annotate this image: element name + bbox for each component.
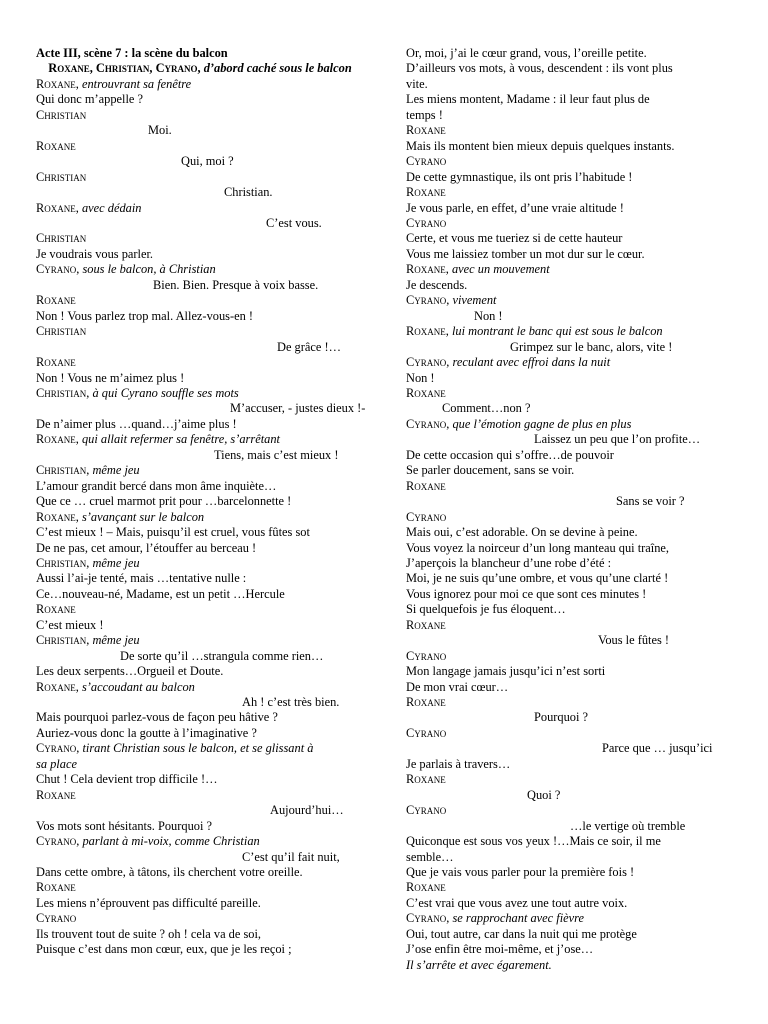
verse-line: Je descends. <box>406 277 468 292</box>
verse-line: Se parler doucement, sans se voir. <box>406 463 575 478</box>
scene-heading: Acte III, scène 7 : la scène du balcon <box>36 46 228 60</box>
speaker-line <box>406 880 736 895</box>
verse-line: Moi, je ne suis qu’une ombre, et vous qu’une clarté ! <box>406 571 669 586</box>
stage-direction: avec un mouvement <box>451 262 550 277</box>
speaker-line <box>36 139 364 154</box>
speaker-line: Cyrano, reculant avec effroi dans la nuit <box>406 355 611 370</box>
stage-direction: vivement <box>452 293 497 308</box>
speaker-name: Roxane <box>36 293 76 308</box>
verse-line: Christian. <box>224 185 273 200</box>
verse-line: Je parlais à travers… <box>406 756 511 771</box>
speaker-name: Roxane <box>406 695 446 710</box>
speaker-line: Christian, à qui Cyrano souffle ses mots <box>36 385 239 400</box>
verse-line: C’est vrai que vous avez une tout autre voix. <box>406 895 628 910</box>
speaker-name: Roxane <box>406 262 446 277</box>
speaker-line: Roxane, qui allait refermer sa fenêtre, s’arrêtant <box>36 432 280 447</box>
verse-line: Vous voyez la noirceur d’un long manteau qui traîne, <box>406 540 669 555</box>
verse-line: Que je vais vous parler pour la première fois ! <box>406 865 635 880</box>
verse-line: De ne pas, cet amour, l’étouffer au berceau ! <box>36 540 257 555</box>
verse-line: C’est mieux ! – Mais, puisqu’il est cruel, vous fûtes sot <box>36 525 310 540</box>
speaker-line <box>36 880 364 895</box>
verse-line: Non ! Vous parlez trop mal. Allez-vous-en ! <box>36 308 254 323</box>
verse-line: Sans se voir ? <box>616 494 685 509</box>
verse-line: Chut ! Cela devient trop difficile !… <box>36 772 218 787</box>
stage-direction: avec dédain <box>81 200 142 215</box>
verse-line: Tiens, mais c’est mieux ! <box>214 447 339 462</box>
speaker-line: Cyrano, vivement <box>406 293 497 308</box>
speaker-name: Cyrano <box>406 355 447 370</box>
verse-line: Vos mots sont hésitants. Pourquoi ? <box>36 818 213 833</box>
verse-line: Certe, et vous me tueriez si de cette hauteur <box>406 231 623 246</box>
speaker-name: Roxane <box>36 432 76 447</box>
speaker-name: Roxane <box>36 679 76 694</box>
speaker-name: Cyrano <box>406 215 447 230</box>
stage-direction: sous le balcon, à Christian <box>82 262 216 277</box>
verse-line: Les miens n’éprouvent pas difficulté pareille. <box>36 895 261 910</box>
right-column <box>406 46 736 973</box>
stage-direction: même jeu <box>92 633 140 648</box>
verse-line: Quiconque est sous vos yeux !…Mais ce soir, il me <box>406 834 661 849</box>
speaker-line <box>406 649 736 664</box>
speaker-name: Cyrano <box>406 154 447 169</box>
speaker-name: Christian <box>36 107 87 122</box>
speaker-name: Cyrano <box>406 416 447 431</box>
verse-line: Quoi ? <box>527 787 561 802</box>
verse-line: Non ! <box>474 308 503 323</box>
speaker-name: Cyrano <box>406 911 447 926</box>
verse-line: Vous ignorez pour moi ce que sont ces minutes ! <box>406 586 647 601</box>
verse-line: Vous me laissiez tomber un mot dur sur le cœur. <box>406 246 645 261</box>
verse-line: Comment…non ? <box>442 401 531 416</box>
speaker-name: Christian <box>36 231 87 246</box>
verse-line: Ah ! c’est très bien. <box>242 695 340 710</box>
verse-line: Auriez-vous donc la goutte à l’imaginative ? <box>36 725 257 740</box>
speaker-line <box>406 154 736 169</box>
stage-direction: d’abord caché sous le balcon <box>203 61 352 76</box>
speaker-line <box>406 695 736 710</box>
verse-line: Qui, moi ? <box>181 154 234 169</box>
verse-line: Dans cette ombre, à tâtons, ils cherchent votre oreille. <box>36 865 303 880</box>
verse-line: M’accuser, - justes dieux !- <box>230 401 366 416</box>
speaker-line: Cyrano, tirant Christian sous le balcon, et se glissant à <box>36 741 314 756</box>
verse-line: D’ailleurs vos mots, à vous, descendent : ils vont plus <box>406 61 673 76</box>
verse-line: Puisque c’est dans mon cœur, eux, que je les reçoi ; <box>36 942 292 957</box>
speaker-line <box>36 231 364 246</box>
stage-direction: reculant avec effroi dans la nuit <box>452 355 611 370</box>
verse-line: Non ! Vous ne m’aimez plus ! <box>36 370 185 385</box>
speaker-line <box>406 123 736 138</box>
speaker-name: Roxane <box>36 509 76 524</box>
speaker-name: Roxane <box>406 880 446 895</box>
verse-line: Laissez un peu que l’on profite… <box>534 432 701 447</box>
speaker-name: Roxane <box>36 76 76 91</box>
verse-line: Je vous parle, en effet, d’une vraie altitude ! <box>406 200 624 215</box>
verse-line: …le vertige où tremble <box>570 818 686 833</box>
speaker-name: Cyrano <box>406 509 447 524</box>
speaker-name: Christian <box>36 463 87 478</box>
speaker-line: Roxane, entrouvrant sa fenêtre <box>36 76 192 91</box>
verse-line: Parce que … jusqu’ici <box>602 741 713 756</box>
verse-line: Moi. <box>148 123 172 138</box>
verse-line: Vous le fûtes ! <box>598 633 670 648</box>
verse-line: Aussi l’ai-je tenté, mais …tentative nulle : <box>36 571 247 586</box>
speaker-line <box>406 510 736 525</box>
verse-line: De n’aimer plus …quand…j’aime plus ! <box>36 416 237 431</box>
verse-line: Mais oui, c’est adorable. On se devine à peine. <box>406 525 638 540</box>
speaker-name: Roxane <box>36 200 76 215</box>
verse-line: J’ose enfin être moi-même, et j’ose… <box>406 942 594 957</box>
speaker-line <box>36 170 364 185</box>
speaker-name: Roxane <box>36 602 76 617</box>
speaker-line: Cyrano, se rapprochant avec fièvre <box>406 911 585 926</box>
speaker-line <box>36 293 364 308</box>
verse-line: C’est mieux ! <box>36 617 104 632</box>
speaker-name: Roxane <box>406 478 446 493</box>
speaker-name: Christian <box>36 324 87 339</box>
speaker-line <box>406 386 736 401</box>
verse-line: Je voudrais vous parler. <box>36 246 153 261</box>
stage-direction: s’accoudant au balcon <box>81 679 195 694</box>
verse-line: Pourquoi ? <box>534 710 589 725</box>
verse-line: semble… <box>406 849 454 864</box>
speaker-name: Christian <box>36 385 87 400</box>
speaker-line <box>406 479 736 494</box>
speaker-name: Christian <box>36 555 87 570</box>
speaker-name: Roxane <box>36 355 76 370</box>
speaker-line: Cyrano, que l’émotion gagne de plus en plus <box>406 416 632 431</box>
verse-line: De grâce !… <box>277 339 341 354</box>
speaker-name: Roxane <box>406 185 446 200</box>
speaker-name: Cyrano <box>36 741 77 756</box>
verse-line: Ce…nouveau-né, Madame, est un petit …Hercule <box>36 586 285 601</box>
verse-line: Si quelquefois je fus éloquent… <box>406 602 566 617</box>
verse-line: J’aperçois la blancheur d’une robe d’été : <box>406 555 612 570</box>
speaker-name: Cyrano <box>406 293 447 308</box>
verse-line: Les miens montent, Madame : il leur faut plus de <box>406 92 650 107</box>
speaker-name: Roxane <box>406 324 446 339</box>
verse-line: De sorte qu’il …strangula comme rien… <box>120 648 324 663</box>
speaker-line <box>406 803 736 818</box>
speaker-line <box>36 602 364 617</box>
stage-direction: qui allait refermer sa fenêtre, s’arrêtant <box>81 432 280 447</box>
verse-line: De cette gymnastique, ils ont pris l’habitude ! <box>406 169 633 184</box>
speaker-line: Roxane, lui montrant le banc qui est sous le balcon <box>406 324 663 339</box>
stage-direction: à qui Cyrano souffle ses mots <box>92 385 239 400</box>
speaker-name: Cyrano <box>36 262 77 277</box>
speaker-name: Christian <box>36 633 87 648</box>
speaker-line <box>36 324 364 339</box>
verse-line: Aujourd’hui… <box>270 803 344 818</box>
verse-line: C’est qu’il fait nuit, <box>242 849 340 864</box>
stage-direction: même jeu <box>92 463 140 478</box>
verse-line: Non ! <box>406 370 435 385</box>
verse-line: Oui, tout autre, car dans la nuit qui me protège <box>406 926 637 941</box>
speaker-name: Roxane <box>36 880 76 895</box>
left-column <box>36 46 364 958</box>
speaker-name: Cyrano <box>406 648 447 663</box>
verse-line: Qui donc m’appelle ? <box>36 92 144 107</box>
verse-line: Ils trouvent tout de suite ? oh ! cela va de soi, <box>36 926 262 941</box>
speaker-line <box>36 911 364 926</box>
speaker-name: Roxane <box>406 617 446 632</box>
stage-direction: s’avançant sur le balcon <box>81 509 205 524</box>
speaker-name: Roxane <box>406 772 446 787</box>
verse-line: Grimpez sur le banc, alors, vite ! <box>510 339 673 354</box>
verse-line: Or, moi, j’ai le cœur grand, vous, l’oreille petite. <box>406 46 647 60</box>
character-names: Roxane, Christian, Cyrano <box>48 61 198 76</box>
stage-direction: entrouvrant sa fenêtre <box>81 76 192 91</box>
speaker-line <box>406 772 736 787</box>
stage-direction: Il s’arrête et avec égarement. <box>406 957 552 972</box>
verse-line: Mais pourquoi parlez-vous de façon peu hâtive ? <box>36 710 278 725</box>
speaker-line: Cyrano, sous le balcon, à Christian <box>36 262 216 277</box>
stage-direction: sa place <box>36 756 77 771</box>
speaker-line: Roxane, avec dédain <box>36 200 142 215</box>
characters-heading: Roxane, Christian, Cyrano, d’abord caché sous le balcon <box>48 61 352 76</box>
verse-line: Les deux serpents…Orgueil et Doute. <box>36 664 224 679</box>
speaker-line: Christian, même jeu <box>36 633 140 648</box>
speaker-line: Christian, même jeu <box>36 555 140 570</box>
speaker-name: Roxane <box>36 787 76 802</box>
stage-direction: même jeu <box>92 555 140 570</box>
speaker-line: Christian, même jeu <box>36 463 140 478</box>
verse-line: Mon langage jamais jusqu’ici n’est sorti <box>406 664 606 679</box>
stage-direction: lui montrant le banc qui est sous le balcon <box>451 324 663 339</box>
stage-direction: se rapprochant avec fièvre <box>452 911 585 926</box>
speaker-name: Roxane <box>36 138 76 153</box>
stage-direction: tirant Christian sous le balcon, et se glissant à <box>82 741 314 756</box>
speaker-line <box>36 788 364 803</box>
verse-line: temps ! <box>406 107 443 122</box>
speaker-line <box>406 726 736 741</box>
speaker-line: Roxane, s’avançant sur le balcon <box>36 509 205 524</box>
stage-direction: parlant à mi-voix, comme Christian <box>82 834 260 849</box>
verse-line: Mais ils montent bien mieux depuis quelques instants. <box>406 138 675 153</box>
speaker-name: Roxane <box>406 385 446 400</box>
verse-line: De mon vrai cœur… <box>406 679 509 694</box>
speaker-line <box>406 618 736 633</box>
speaker-name: Cyrano <box>36 834 77 849</box>
speaker-line <box>36 355 364 370</box>
speaker-line <box>36 108 364 123</box>
speaker-line: Cyrano, parlant à mi-voix, comme Christian <box>36 834 260 849</box>
speaker-line: Roxane, avec un mouvement <box>406 262 550 277</box>
speaker-name: Cyrano <box>36 911 77 926</box>
verse-line: L’amour grandit bercé dans mon âme inquiète… <box>36 478 277 493</box>
speaker-line <box>406 216 736 231</box>
stage-direction: que l’émotion gagne de plus en plus <box>452 416 632 431</box>
speaker-name: Roxane <box>406 123 446 138</box>
speaker-name: Cyrano <box>406 803 447 818</box>
verse-line: Que ce … cruel marmot prit pour …barcelonnette ! <box>36 494 292 509</box>
verse-line: Bien. Bien. Presque à voix basse. <box>153 277 319 292</box>
verse-line: C’est vous. <box>266 215 322 230</box>
verse-line: De cette occasion qui s’offre…de pouvoir <box>406 447 614 462</box>
speaker-line <box>406 185 736 200</box>
speaker-name: Cyrano <box>406 725 447 740</box>
speaker-name: Christian <box>36 169 87 184</box>
verse-line: vite. <box>406 76 428 91</box>
speaker-line: Roxane, s’accoudant au balcon <box>36 679 195 694</box>
